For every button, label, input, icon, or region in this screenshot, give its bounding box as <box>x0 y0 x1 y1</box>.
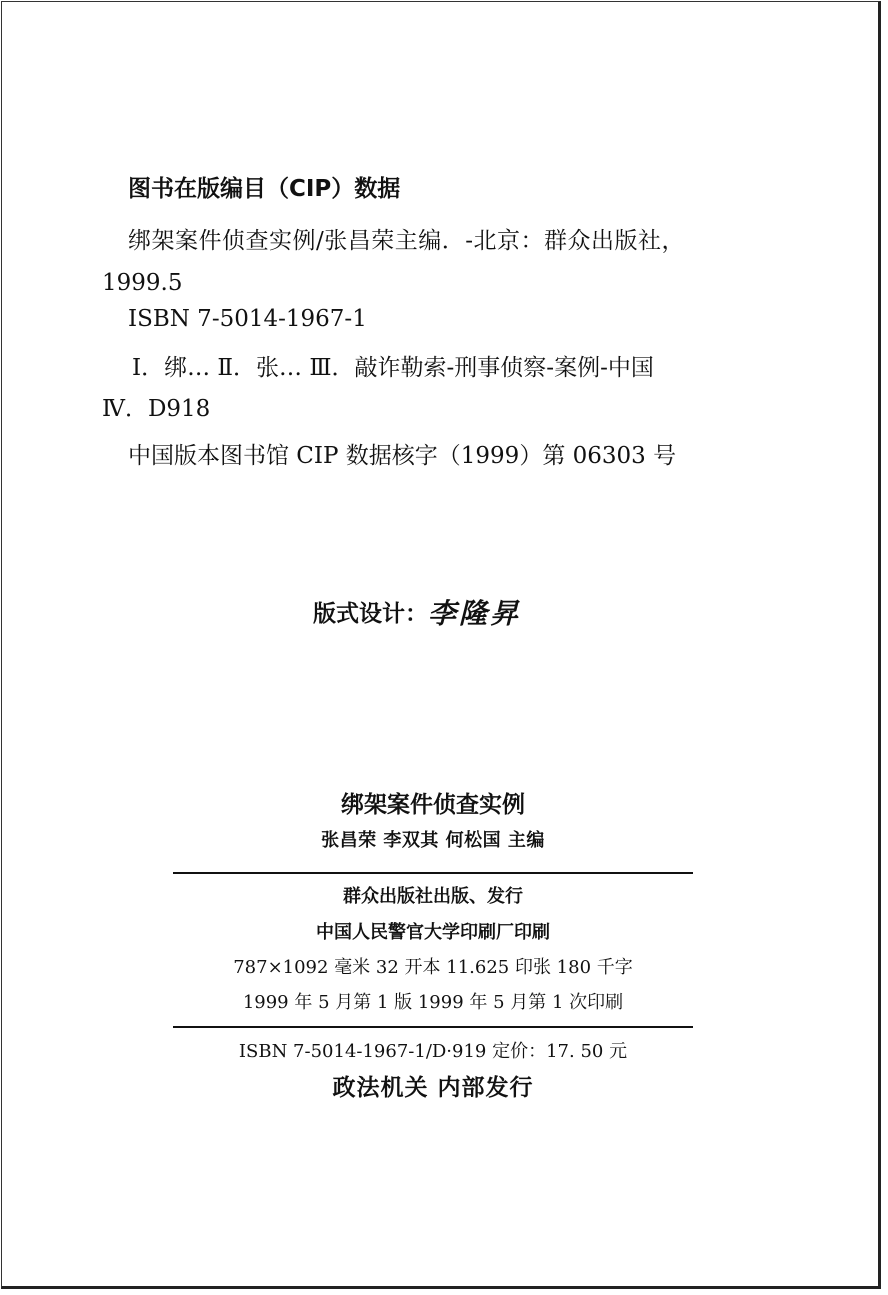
cip-isbn-line: ISBN 7-5014-1967-1 <box>128 306 367 332</box>
publisher-line: 群众出版社出版、发行 <box>343 886 523 907</box>
colophon-rule-bottom <box>173 1026 693 1028</box>
colophon-rule-top <box>173 872 693 874</box>
specs-line: 787×1092 毫米 32 开本 11.625 印张 180 千字 <box>233 957 633 978</box>
printer-line: 中国人民警官大学印刷厂印刷 <box>316 922 550 943</box>
cip-title-line: 绑架案件侦查实例/张昌荣主编．-北京：群众出版社， <box>128 228 686 254</box>
editors-line: 张昌荣 李双其 何松国 主编 <box>321 830 545 851</box>
cip-subject-line: Ⅰ．绑… Ⅱ．张… Ⅲ．敲诈勒索-刑事侦察-案例-中国 <box>132 355 654 381</box>
cip-record-number-line: 中国版本图书馆 CIP 数据核字（1999）第 06303 号 <box>128 443 677 469</box>
designer-signature: 李隆昇 <box>428 597 522 630</box>
book-title: 绑架案件侦查实例 <box>341 792 525 818</box>
cip-heading: 图书在版编目（CIP）数据 <box>128 176 401 202</box>
designer-label: 版式设计： <box>313 601 428 627</box>
distribution-restriction: 政法机关 内部发行 <box>332 1075 534 1101</box>
price-line: ISBN 7-5014-1967-1/D·919 定价：17. 50 元 <box>238 1041 628 1062</box>
edition-line: 1999 年 5 月第 1 版 1999 年 5 月第 1 次印刷 <box>242 992 624 1013</box>
cip-date-line: 1999.5 <box>102 270 183 296</box>
cip-classification-line: Ⅳ．D918 <box>102 396 211 422</box>
layout-designer <box>313 597 522 630</box>
